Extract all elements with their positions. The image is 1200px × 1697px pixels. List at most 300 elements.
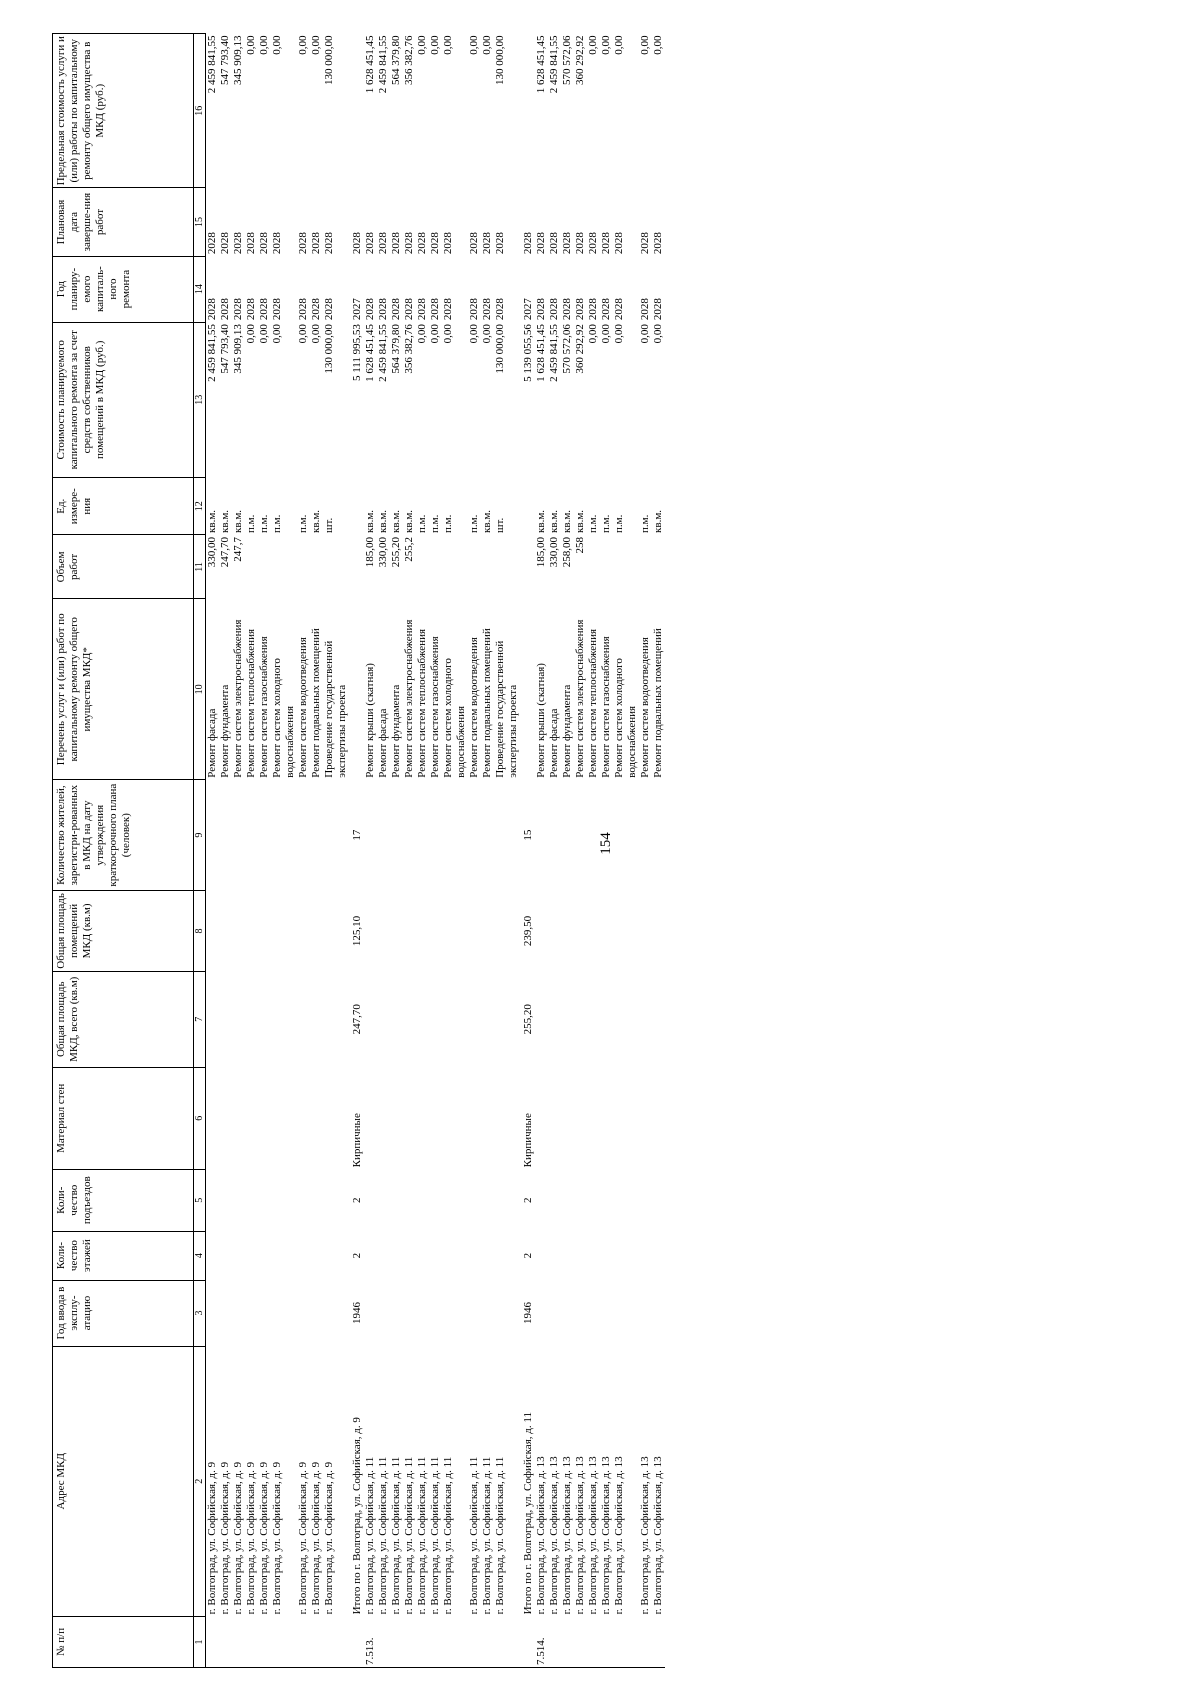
wall-material-cell — [416, 1067, 429, 1169]
premises-area-cell — [206, 890, 220, 971]
work-volume-cell — [323, 535, 349, 599]
planned-cost-cell: 0,00 — [639, 324, 651, 344]
work-type-cell: Проведение государственной экспертизы проекта — [323, 640, 348, 778]
entrances-cell — [403, 1169, 416, 1231]
table-row — [271, 34, 297, 1668]
completion-date-cell: 2028 — [219, 232, 231, 255]
planned-year-cell: 2028 — [271, 298, 283, 321]
column-number: 16 — [194, 34, 206, 188]
premises-area-cell — [494, 890, 520, 971]
work-type-cell: Ремонт фасада — [377, 708, 389, 778]
completion-date-cell: 2028 — [206, 232, 218, 255]
completion-date-cell: 2028 — [245, 232, 257, 255]
residents-cell — [597, 780, 614, 891]
header-cell: Плановая дата заверше-ния работ — [53, 188, 194, 256]
header-cell: Адрес МКД — [53, 1346, 194, 1616]
completion-date-cell: 2028 — [442, 232, 454, 255]
entrances-cell — [442, 1169, 468, 1231]
work-type-cell: Ремонт систем газоснабжения — [600, 636, 612, 778]
planned-cost-cell: 0,00 — [600, 324, 612, 344]
wall-material-cell — [323, 1067, 349, 1169]
row-number — [429, 1616, 442, 1667]
unit-cell: кв.м. — [364, 509, 376, 533]
address-cell: г. Волгоград, ул. Софийская, д. 13 — [561, 1456, 573, 1615]
entrances-cell — [206, 1169, 220, 1231]
planned-year-cell: 2028 — [561, 298, 573, 321]
row-number — [232, 1616, 245, 1667]
entrances-cell — [613, 1169, 639, 1231]
premises-area-cell — [271, 890, 297, 971]
row-number — [561, 1616, 574, 1667]
address-cell: Итого по г. Волгоград, ул. Софийская, д. 11 — [522, 1412, 534, 1615]
wall-material-cell: Кирпичные — [351, 1113, 363, 1168]
column-number: 6 — [194, 1067, 206, 1169]
row-number — [442, 1616, 468, 1667]
address-cell: г. Волгоград, ул. Софийская, д. 9 — [271, 1461, 283, 1615]
completion-date-cell: 2028 — [468, 232, 480, 255]
capital-repair-table — [52, 33, 665, 1668]
work-type-cell: Ремонт систем теплоснабжения — [587, 628, 599, 778]
address-cell: г. Волгоград, ул. Софийская, д. 11 — [442, 1456, 454, 1615]
unit-cell: кв.м. — [403, 509, 415, 533]
table-row — [535, 34, 548, 1668]
commission-year-cell — [403, 1280, 416, 1346]
unit-cell: п.м. — [297, 514, 309, 533]
work-volume-cell — [258, 535, 271, 599]
total-area-cell — [390, 971, 403, 1067]
planned-cost-cell: 0,00 — [310, 324, 322, 344]
floors-cell — [232, 1231, 245, 1280]
commission-year-cell — [652, 1280, 665, 1346]
total-area-cell — [416, 971, 429, 1067]
work-volume-cell — [245, 535, 258, 599]
completion-date-cell: 2028 — [652, 232, 664, 255]
cost-limit-cell: 570 572,06 — [561, 35, 573, 85]
residents-cell — [297, 780, 310, 891]
planned-cost-cell: 0,00 — [429, 324, 441, 344]
residents-cell: 17 — [351, 829, 363, 841]
row-number — [297, 1616, 310, 1667]
floors-cell — [206, 1231, 220, 1280]
floors-cell — [245, 1231, 258, 1280]
planned-year-cell: 2028 — [364, 298, 376, 321]
cost-limit-cell: 564 379,80 — [390, 35, 402, 85]
table-row — [442, 34, 468, 1668]
address-cell: г. Волгоград, ул. Софийская, д. 13 — [587, 1456, 599, 1615]
total-area-cell — [561, 971, 574, 1067]
planned-cost-cell: 0,00 — [271, 324, 283, 344]
floors-cell — [429, 1231, 442, 1280]
floors-cell — [310, 1231, 323, 1280]
row-number — [206, 1616, 220, 1667]
work-volume-cell: 330,00 — [548, 536, 560, 568]
wall-material-cell: Кирпичные — [522, 1113, 534, 1168]
planned-year-cell: 2028 — [390, 298, 402, 321]
header-cell: Общая площадь МКД, всего (кв.м) — [53, 971, 194, 1067]
commission-year-cell — [364, 1280, 377, 1346]
work-volume-cell — [297, 535, 310, 599]
table-row — [416, 34, 429, 1668]
work-volume-cell: 255,20 — [390, 536, 402, 568]
work-type-cell: Ремонт подвальных помещений — [652, 628, 664, 778]
wall-material-cell — [548, 1067, 561, 1169]
work-volume-cell: 185,00 — [364, 536, 376, 568]
entrances-cell — [600, 1169, 613, 1231]
work-volume-cell: 330,00 — [206, 536, 218, 568]
work-volume-cell — [639, 535, 652, 599]
planned-cost-cell: 1 628 451,45 — [364, 324, 376, 382]
column-number: 15 — [194, 188, 206, 256]
floors-cell — [377, 1231, 390, 1280]
residents-cell — [442, 780, 468, 891]
planned-year-cell: 2028 — [494, 298, 506, 321]
address-cell: г. Волгоград, ул. Софийская, д. 9 — [232, 1461, 244, 1615]
wall-material-cell — [442, 1067, 468, 1169]
column-number: 13 — [194, 322, 206, 477]
completion-date-cell: 2028 — [351, 232, 363, 255]
premises-area-cell — [297, 890, 310, 971]
premises-area-cell — [403, 890, 416, 971]
completion-date-cell: 2028 — [600, 232, 612, 255]
completion-date-cell: 2028 — [271, 232, 283, 255]
cost-limit-cell: 0,00 — [271, 35, 283, 55]
residents-cell — [639, 780, 652, 891]
unit-cell — [349, 478, 364, 535]
work-volume-cell — [442, 535, 468, 599]
total-area-cell — [639, 971, 652, 1067]
column-number: 7 — [194, 971, 206, 1067]
floors-cell — [494, 1231, 520, 1280]
entrances-cell — [219, 1169, 232, 1231]
commission-year-cell — [323, 1280, 349, 1346]
planned-cost-cell: 356 382,76 — [403, 324, 415, 374]
unit-cell — [520, 478, 535, 535]
column-number: 3 — [194, 1280, 206, 1346]
premises-area-cell — [574, 890, 587, 971]
premises-area-cell — [364, 890, 377, 971]
work-type-cell: Ремонт систем газоснабжения — [429, 636, 441, 778]
premises-area-cell — [535, 890, 548, 971]
planned-cost-cell: 0,00 — [442, 324, 454, 344]
total-area-cell — [442, 971, 468, 1067]
unit-cell: п.м. — [587, 514, 599, 533]
table-row — [468, 34, 481, 1668]
address-cell: г. Волгоград, ул. Софийская, д. 9 — [219, 1461, 231, 1615]
residents-cell — [364, 780, 377, 891]
commission-year-cell — [377, 1280, 390, 1346]
cost-limit-cell — [349, 34, 364, 188]
table-row — [561, 34, 574, 1668]
table-row — [639, 34, 652, 1668]
header-cell: № п/п — [53, 1616, 194, 1667]
column-number: 4 — [194, 1231, 206, 1280]
wall-material-cell — [587, 1067, 600, 1169]
header-cell: Материал стен — [53, 1067, 194, 1169]
entrances-cell — [574, 1169, 587, 1231]
residents-cell — [232, 780, 245, 891]
header-cell: Объем работ — [53, 535, 194, 599]
planned-year-cell: 2028 — [481, 298, 493, 321]
planned-year-cell: 2028 — [587, 298, 599, 321]
commission-year-cell — [548, 1280, 561, 1346]
planned-year-cell: 2028 — [377, 298, 389, 321]
cost-limit-cell: 2 459 841,55 — [548, 35, 560, 94]
floors-cell — [574, 1231, 587, 1280]
header-row — [53, 34, 194, 1668]
planned-cost-cell: 345 909,13 — [232, 324, 244, 374]
cost-limit-cell: 1 628 451,45 — [364, 35, 376, 94]
table-body — [206, 34, 666, 1668]
unit-cell: кв.м. — [574, 509, 586, 533]
row-number — [520, 1616, 535, 1667]
work-type-cell: Ремонт фундамента — [219, 684, 231, 778]
residents-cell — [271, 780, 297, 891]
commission-year-cell — [600, 1280, 613, 1346]
column-number: 2 — [194, 1346, 206, 1616]
completion-date-cell: 2028 — [377, 232, 389, 255]
entrances-cell — [587, 1169, 600, 1231]
column-number: 12 — [194, 478, 206, 535]
cost-limit-cell: 547 793,40 — [219, 35, 231, 85]
address-cell: г. Волгоград, ул. Софийская, д. 9 — [297, 1461, 309, 1615]
planned-year-cell: 2028 — [416, 298, 428, 321]
wall-material-cell — [481, 1067, 494, 1169]
column-number: 5 — [194, 1169, 206, 1231]
residents-cell — [323, 780, 349, 891]
entrances-cell — [310, 1169, 323, 1231]
floors-cell — [442, 1231, 468, 1280]
wall-material-cell — [310, 1067, 323, 1169]
premises-area-cell — [429, 890, 442, 971]
row-number — [548, 1616, 561, 1667]
work-volume-cell — [429, 535, 442, 599]
wall-material-cell — [232, 1067, 245, 1169]
page-number: 154 — [597, 832, 614, 855]
total-area-cell — [652, 971, 665, 1067]
row-number — [639, 1616, 652, 1667]
planned-cost-cell: 0,00 — [416, 324, 428, 344]
planned-cost-cell: 130 000,00 — [323, 324, 335, 374]
planned-cost-cell: 0,00 — [652, 324, 664, 344]
header-cell: Ед. измере-ния — [53, 478, 194, 535]
cost-limit-cell: 0,00 — [310, 35, 322, 55]
work-type-cell: Ремонт систем электроснабжения — [574, 619, 586, 778]
planned-year-cell: 2028 — [468, 298, 480, 321]
work-type-cell — [349, 599, 364, 780]
residents-cell — [390, 780, 403, 891]
planned-cost-cell: 0,00 — [613, 324, 625, 344]
row-number — [600, 1616, 613, 1667]
total-area-cell — [535, 971, 548, 1067]
entrances-cell — [494, 1169, 520, 1231]
column-number: 8 — [194, 890, 206, 971]
wall-material-cell — [245, 1067, 258, 1169]
entrances-cell — [561, 1169, 574, 1231]
completion-date-cell: 2028 — [258, 232, 270, 255]
work-volume-cell — [481, 535, 494, 599]
completion-date-cell: 2028 — [535, 232, 547, 255]
work-volume-cell — [600, 535, 613, 599]
total-area-cell — [481, 971, 494, 1067]
completion-date-cell: 2028 — [639, 232, 651, 255]
column-number: 14 — [194, 256, 206, 322]
total-area-cell — [232, 971, 245, 1067]
completion-date-cell: 2028 — [481, 232, 493, 255]
work-type-cell: Ремонт систем теплоснабжения — [416, 628, 428, 778]
completion-date-cell: 2028 — [522, 232, 534, 255]
work-volume-cell — [271, 535, 297, 599]
completion-date-cell: 2028 — [232, 232, 244, 255]
commission-year-cell — [494, 1280, 520, 1346]
wall-material-cell — [377, 1067, 390, 1169]
work-volume-cell — [613, 535, 639, 599]
unit-cell: п.м. — [639, 514, 651, 533]
entrances-cell — [429, 1169, 442, 1231]
planned-cost-cell: 5 111 995,53 — [351, 324, 363, 382]
wall-material-cell — [271, 1067, 297, 1169]
wall-material-cell — [494, 1067, 520, 1169]
total-row — [520, 34, 535, 1668]
address-cell: Итого по г. Волгоград, ул. Софийская, д. 9 — [351, 1417, 363, 1615]
residents-cell — [548, 780, 561, 891]
table-row — [258, 34, 271, 1668]
work-type-cell: Ремонт фундамента — [561, 684, 573, 778]
work-type-cell: Ремонт систем водоотведения — [639, 637, 651, 778]
work-type-cell: Ремонт систем электроснабжения — [403, 619, 415, 778]
work-volume-cell: 258 — [574, 536, 586, 554]
commission-year-cell — [232, 1280, 245, 1346]
residents-cell — [219, 780, 232, 891]
residents-cell — [245, 780, 258, 891]
cost-limit-cell: 0,00 — [639, 35, 651, 55]
total-area-cell — [403, 971, 416, 1067]
completion-date-cell: 2028 — [403, 232, 415, 255]
work-type-cell: Ремонт систем холодного водоснабжения — [271, 658, 296, 778]
planned-year-cell: 2028 — [652, 298, 664, 321]
total-area-cell — [494, 971, 520, 1067]
floors-cell — [403, 1231, 416, 1280]
entrances-cell — [481, 1169, 494, 1231]
commission-year-cell — [613, 1280, 639, 1346]
residents-cell — [561, 780, 574, 891]
cost-limit-cell: 0,00 — [429, 35, 441, 55]
address-cell: г. Волгоград, ул. Софийская, д. 13 — [600, 1456, 612, 1615]
floors-cell — [364, 1231, 377, 1280]
unit-cell: кв.м. — [377, 509, 389, 533]
residents-cell — [587, 780, 600, 891]
commission-year-cell — [481, 1280, 494, 1346]
commission-year-cell — [561, 1280, 574, 1346]
table-row — [587, 34, 600, 1668]
commission-year-cell: 1946 — [522, 1302, 534, 1325]
planned-cost-cell: 130 000,00 — [494, 324, 506, 374]
planned-year-cell: 2028 — [613, 298, 625, 321]
table-row — [206, 34, 220, 1668]
total-area-cell — [468, 971, 481, 1067]
premises-area-cell — [600, 890, 613, 971]
cost-limit-cell: 0,00 — [600, 35, 612, 55]
total-area-cell — [258, 971, 271, 1067]
completion-date-cell: 2028 — [561, 232, 573, 255]
residents-cell — [429, 780, 442, 891]
table-row — [377, 34, 390, 1668]
address-cell: г. Волгоград, ул. Софийская, д. 9 — [206, 1461, 218, 1615]
planned-cost-cell: 570 572,06 — [561, 324, 573, 374]
premises-area-cell — [232, 890, 245, 971]
wall-material-cell — [297, 1067, 310, 1169]
wall-material-cell — [639, 1067, 652, 1169]
work-type-cell: Ремонт систем холодного водоснабжения — [613, 658, 638, 778]
column-number: 11 — [194, 535, 206, 599]
column-number: 9 — [194, 780, 206, 891]
cost-limit-cell: 345 909,13 — [232, 35, 244, 85]
planned-year-cell: 2028 — [232, 298, 244, 321]
address-cell: г. Волгоград, ул. Софийская, д. 11 — [468, 1456, 480, 1615]
cost-limit-cell: 0,00 — [416, 35, 428, 55]
cost-limit-cell: 1 628 451,45 — [535, 35, 547, 94]
entrances-cell — [548, 1169, 561, 1231]
table-row — [390, 34, 403, 1668]
wall-material-cell — [206, 1067, 220, 1169]
entrances-cell — [297, 1169, 310, 1231]
wall-material-cell — [613, 1067, 639, 1169]
work-volume-cell — [310, 535, 323, 599]
planned-cost-cell: 0,00 — [258, 324, 270, 344]
work-volume-cell: 255,2 — [403, 536, 415, 562]
commission-year-cell — [574, 1280, 587, 1346]
residents-cell — [652, 780, 665, 891]
residents-cell — [494, 780, 520, 891]
residents-cell — [206, 780, 220, 891]
address-cell: г. Волгоград, ул. Софийская, д. 13 — [639, 1456, 651, 1615]
work-type-cell: Ремонт систем газоснабжения — [258, 636, 270, 778]
cost-limit-cell: 0,00 — [468, 35, 480, 55]
completion-date-cell: 2028 — [297, 232, 309, 255]
entrances-cell — [364, 1169, 377, 1231]
unit-cell: кв.м. — [390, 509, 402, 533]
floors-cell — [323, 1231, 349, 1280]
address-cell: г. Волгоград, ул. Софийская, д. 11 — [429, 1456, 441, 1615]
work-type-cell: Ремонт фасада — [206, 708, 218, 778]
premises-area-cell — [613, 890, 639, 971]
floors-cell — [613, 1231, 639, 1280]
entrances-cell: 2 — [351, 1197, 363, 1203]
total-row — [349, 34, 364, 1668]
planned-year-cell: 2028 — [600, 298, 612, 321]
row-number — [258, 1616, 271, 1667]
table-row — [364, 34, 377, 1668]
premises-area-cell — [323, 890, 349, 971]
cost-limit-cell: 130 000,00 — [323, 35, 335, 85]
completion-date-cell: 2028 — [548, 232, 560, 255]
table-row — [548, 34, 561, 1668]
row-number — [613, 1616, 639, 1667]
completion-date-cell: 2028 — [416, 232, 428, 255]
planned-year-cell: 2028 — [403, 298, 415, 321]
floors-cell — [297, 1231, 310, 1280]
premises-area-cell — [468, 890, 481, 971]
planned-year-cell: 2028 — [297, 298, 309, 321]
row-number — [494, 1616, 520, 1667]
wall-material-cell — [468, 1067, 481, 1169]
work-type-cell: Ремонт фундамента — [390, 684, 402, 778]
planned-year-cell: 2028 — [219, 298, 231, 321]
entrances-cell — [232, 1169, 245, 1231]
floors-cell — [652, 1231, 665, 1280]
residents-cell — [416, 780, 429, 891]
floors-cell — [390, 1231, 403, 1280]
planned-year-cell: 2028 — [258, 298, 270, 321]
